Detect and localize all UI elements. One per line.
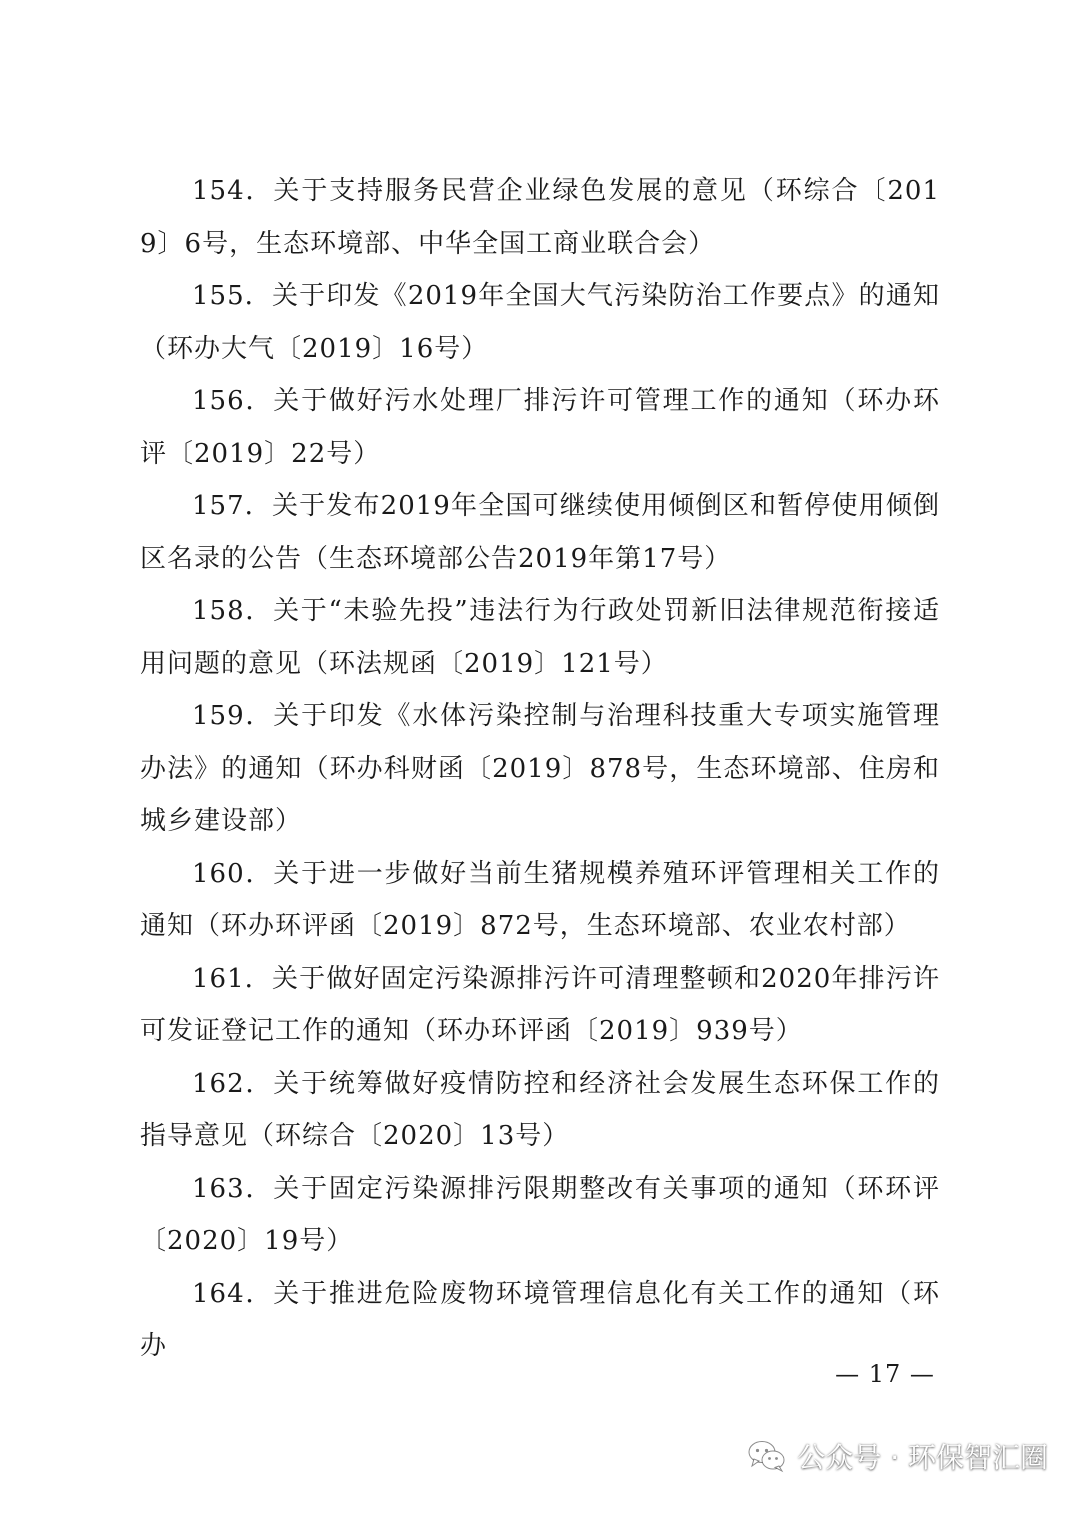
list-item: 164．关于推进危险废物环境管理信息化有关工作的通知（环办 xyxy=(140,1278,940,1361)
list-item: 156．关于做好污水处理厂排污许可管理工作的通知（环办环评〔2019〕22号） xyxy=(140,386,940,469)
list-item: 161．关于做好固定污染源排污许可清理整顿和2020年排污许可发证登记工作的通知（环办环评函〔2019〕939号） xyxy=(140,963,940,1046)
wechat-icon xyxy=(747,1439,787,1473)
page-number: — 17 — xyxy=(835,1360,935,1388)
list-item: 159．关于印发《水体污染控制与治理科技重大专项实施管理办法》的通知（环办科财函〔2019〕878号，生态环境部、住房和城乡建设部） xyxy=(140,701,940,836)
list-item: 163．关于固定污染源排污限期整改有关事项的通知（环环评〔2020〕19号） xyxy=(140,1173,940,1256)
list-item: 154．关于支持服务民营企业绿色发展的意见（环综合〔2019〕6号，生态环境部、中华全国工商业联合会） xyxy=(140,176,940,259)
watermark-text: 公众号 · 环保智汇圈 xyxy=(797,1441,1048,1474)
list-item: 158．关于“未验先投”违法行为行政处罚新旧法律规范衔接适用问题的意见（环法规函〔2019〕121号） xyxy=(140,596,940,679)
document-body xyxy=(140,165,940,1373)
list-item: 157．关于发布2019年全国可继续使用倾倒区和暂停使用倾倒区名录的公告（生态环境部公告2019年第17号） xyxy=(140,491,940,574)
list-item: 155．关于印发《2019年全国大气污染防治工作要点》的通知（环办大气〔2019〕16号） xyxy=(140,281,940,364)
list-item: 162．关于统筹做好疫情防控和经济社会发展生态环保工作的指导意见（环综合〔2020〕13号） xyxy=(140,1068,940,1151)
list-item: 160．关于进一步做好当前生猪规模养殖环评管理相关工作的通知（环办环评函〔2019〕872号，生态环境部、农业农村部） xyxy=(140,858,940,941)
watermark xyxy=(747,1436,1048,1476)
